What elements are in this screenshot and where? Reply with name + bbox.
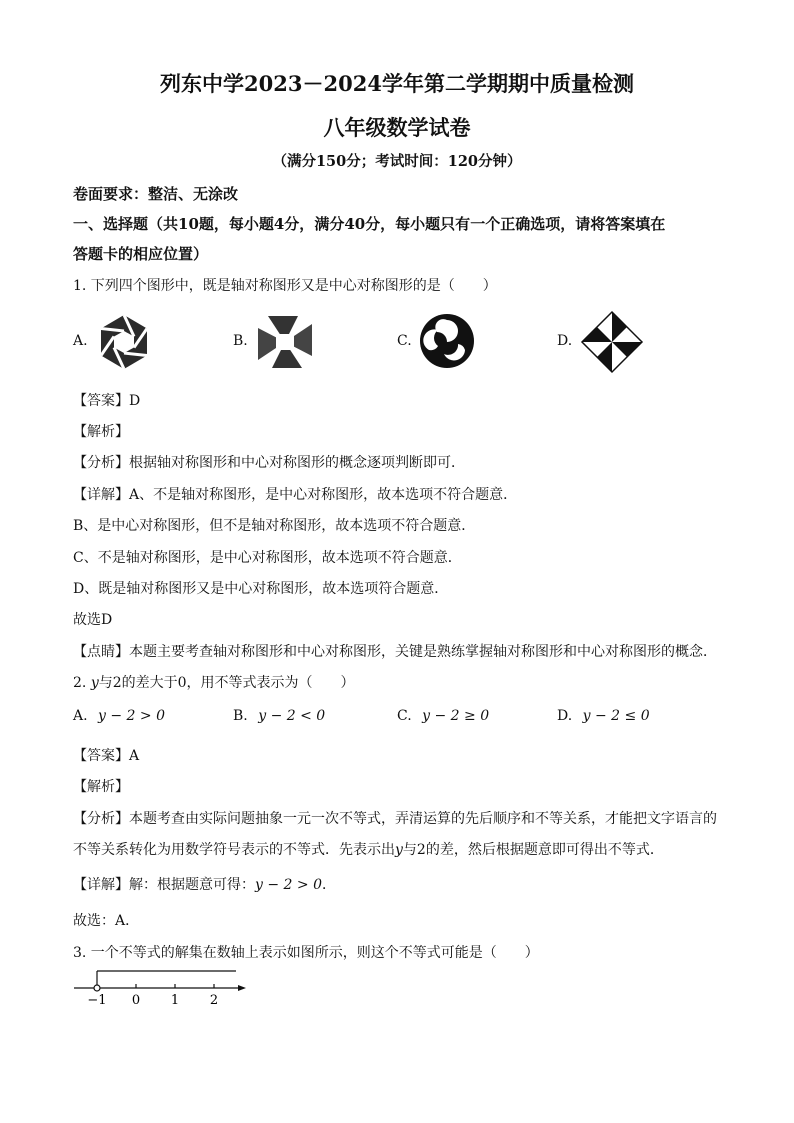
q2-choose: 故选：A．	[73, 913, 140, 929]
q1-analysis-tag: 【解析】	[73, 424, 129, 440]
q1-detail-a: 【详解】A、不是轴对称图形，是中心对称图形，故本选项不符合题意．	[73, 487, 518, 503]
q2-number: 2.	[73, 675, 87, 691]
q1-option-a-label: A.	[73, 333, 88, 349]
q1-option-c-label: C.	[397, 333, 412, 349]
q2-option-c: C. y − 2 ≥ 0	[397, 708, 490, 724]
q1-figure-a-hexagon-icon	[94, 312, 154, 372]
q1-choose: 故选D	[73, 612, 113, 628]
q1-analysis: 【分析】根据轴对称图形和中心对称图形的概念逐项判断即可．	[73, 455, 465, 471]
q1-detail-c: C、不是轴对称图形，是中心对称图形，故本选项不符合题意．	[73, 550, 462, 566]
tick-label-0: 0	[131, 993, 141, 1008]
requirement: 卷面要求：整洁、无涂改	[73, 185, 239, 203]
q1-stem: 1. 下列四个图形中，既是轴对称图形又是中心对称图形的是（ ）	[73, 278, 497, 294]
tick-label-neg1: −1	[87, 993, 107, 1008]
q1-option-d-label: D.	[557, 333, 573, 349]
section1-heading-line2: 答题卡的相应位置）	[73, 245, 209, 263]
number-line-arrow	[238, 985, 246, 991]
q1-figure-b-pinwheel-icon	[254, 312, 316, 372]
q2-analysis-tag: 【解析】	[73, 779, 129, 795]
exam-subtitle: 八年级数学试卷	[323, 115, 471, 140]
q2-option-a-expr: y − 2 > 0	[98, 708, 166, 724]
q2-answer: 【答案】A	[73, 748, 140, 764]
tick-label-2: 2	[209, 993, 219, 1008]
section1-heading-line1: 一、选择题（共10题，每小题4分，满分40分，每小题只有一个正确选项，请将答案填在	[73, 215, 666, 233]
q1-option-b-label: B.	[233, 333, 248, 349]
q2-option-b: B. y − 2 < 0	[233, 708, 326, 724]
q2-option-b-expr: y − 2 < 0	[258, 708, 326, 724]
exam-title: 列东中学2023－2024学年第二学期期中质量检测	[160, 71, 634, 96]
q3-number-line	[70, 962, 250, 1010]
q2-variable: y	[90, 675, 99, 691]
q1-comment: 【点睛】本题主要考查轴对称图形和中心对称图形，关键是熟练掌握轴对称图形和中心对称图形的概念．	[73, 644, 717, 660]
q1-figure-c-tomoe-icon	[418, 312, 476, 370]
q2-detail: 【详解】解：根据题意可得：y − 2 > 0．	[73, 877, 336, 893]
q2-analysis-line2: 不等关系转化为用数学符号表示的不等式．先表示出y与2的差，然后根据题意即可得出不等式．	[73, 842, 664, 858]
q2-option-a: A. y − 2 > 0	[73, 708, 166, 724]
q1-detail-b: B、是中心对称图形，但不是轴对称图形，故本选项不符合题意．	[73, 518, 476, 534]
q2-option-d: D. y − 2 ≤ 0	[557, 708, 650, 724]
q2-option-d-expr: y − 2 ≤ 0	[582, 708, 650, 724]
q2-analysis-line1: 【分析】本题考查由实际问题抽象一元一次不等式，弄清运算的先后顺序和不等关系，才能把文字语言的	[73, 811, 717, 827]
q2-stem-rest: 与2的差大于0，用不等式表示为（ ）	[98, 675, 355, 691]
q1-answer: 【答案】D	[73, 393, 141, 409]
exam-info: （满分150分；考试时间：120分钟）	[272, 153, 522, 170]
tick-label-1: 1	[170, 993, 180, 1008]
q2-option-c-expr: y − 2 ≥ 0	[422, 708, 490, 724]
q3-stem: 3. 一个不等式的解集在数轴上表示如图所示，则这个不等式可能是（ ）	[73, 945, 539, 961]
q2-stem	[73, 672, 355, 692]
open-endpoint	[94, 985, 100, 991]
q1-detail-d: D、既是轴对称图形又是中心对称图形，故本选项符合题意．	[73, 581, 449, 597]
q1-figure-d-diamond-icon	[580, 310, 644, 374]
